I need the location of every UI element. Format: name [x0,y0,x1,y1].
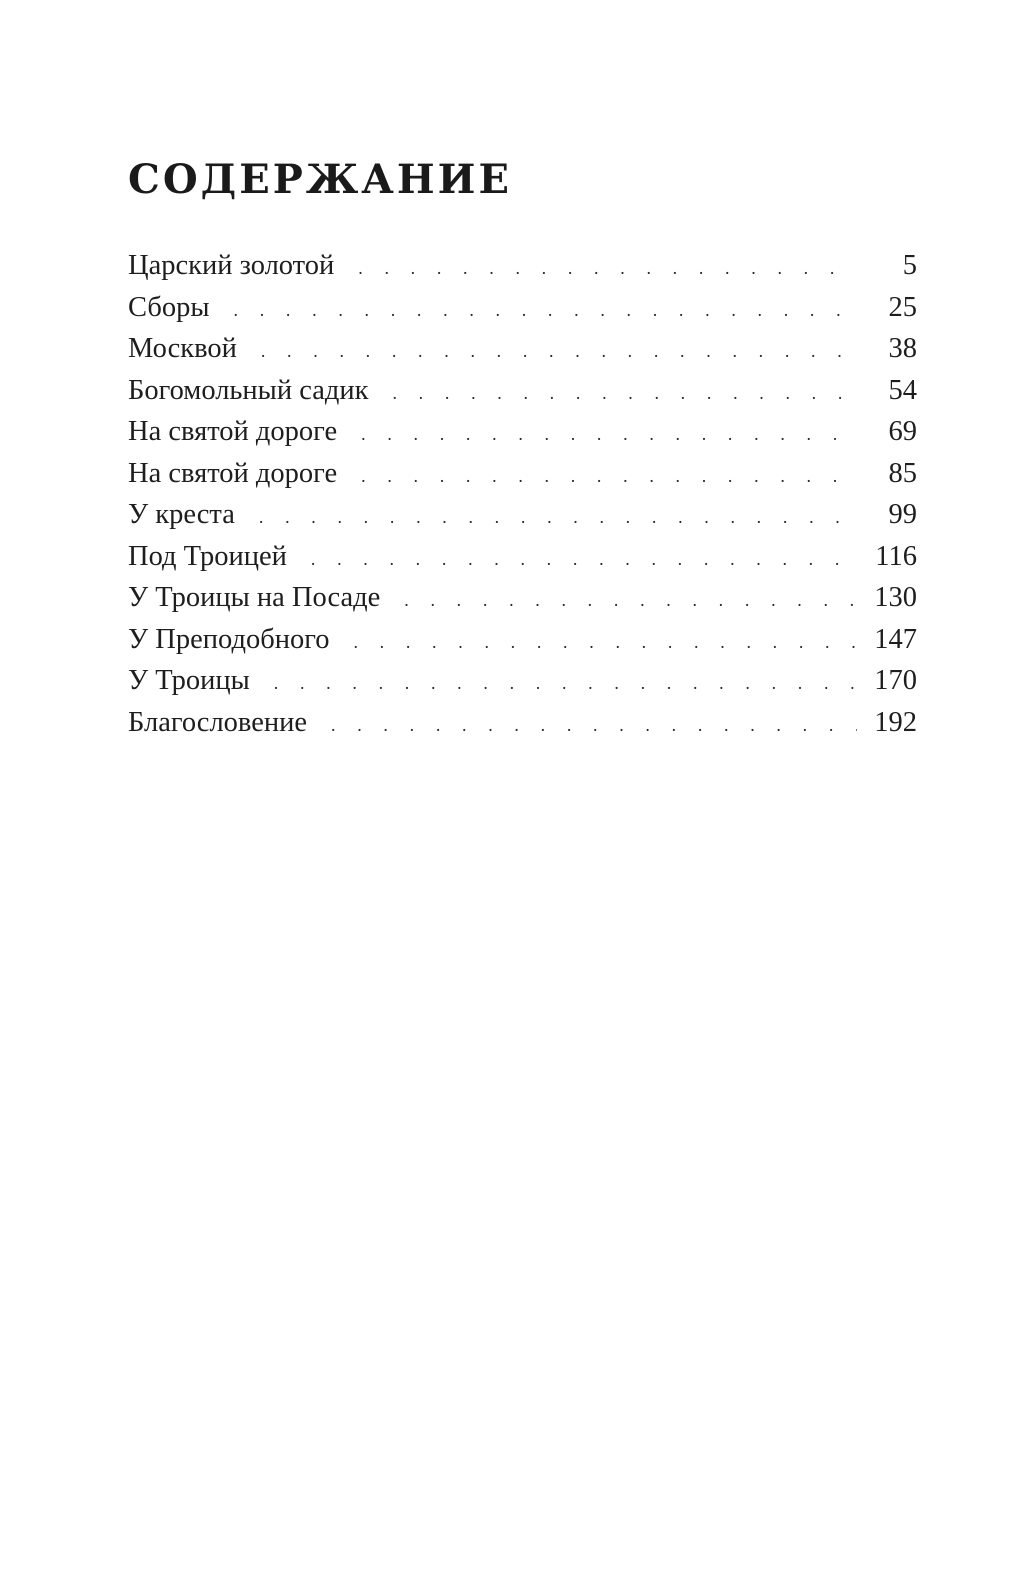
toc-entry-page: 25 [888,291,917,323]
toc-entry-page: 38 [888,333,917,364]
dot-leader [392,373,857,415]
dot-leader [358,248,857,290]
toc-entry [128,245,917,287]
toc-entry [128,660,917,702]
toc-entry [128,577,917,619]
toc-entry-title: У Троицы [128,665,250,696]
table-of-contents [128,245,917,743]
dot-leader [404,580,857,622]
toc-entry-page: 54 [888,374,917,406]
toc-entry-page: 85 [888,457,917,489]
toc-entry-title: У Троицы на Посаде [128,582,381,613]
dot-leader [234,290,857,332]
toc-entry-page: 130 [874,582,917,613]
dot-leader [261,331,857,373]
toc-entry-page: 69 [888,416,917,447]
toc-entry [128,536,917,578]
toc-entry [128,453,917,495]
dot-leader [353,622,857,664]
dot-leader [361,456,857,498]
toc-entry-title: Богомольный садик [128,374,369,406]
dot-leader [331,705,857,747]
toc-entry-title: Благословение [128,706,308,738]
toc-entry-title: Сборы [128,291,210,323]
dot-leader [274,663,857,705]
toc-entry [128,370,917,412]
toc-entry [128,702,917,744]
toc-entry-page: 116 [875,540,917,572]
toc-entry [128,328,917,370]
toc-entry-title: Под Троицей [128,540,287,572]
toc-entry-title: У креста [128,499,235,530]
toc-entry [128,411,917,453]
dot-leader [361,414,857,456]
toc-entry-title: Царский золотой [128,250,335,281]
page-title: СОДЕРЖАНИЕ [128,156,512,203]
toc-entry-page: 99 [888,499,917,530]
toc-entry-page: 147 [874,623,917,655]
toc-entry-title: На святой дороге [128,457,338,489]
toc-entry-title: Москвой [128,333,237,364]
toc-entry-page: 170 [874,665,917,696]
toc-entry-page: 5 [902,250,917,281]
toc-entry-title: На святой дороге [128,416,338,447]
toc-entry [128,287,917,329]
toc-entry-title: У Преподобного [128,623,330,655]
toc-entry [128,494,917,536]
dot-leader [259,497,857,539]
toc-entry-page: 192 [874,706,917,738]
dot-leader [311,539,857,581]
toc-entry [128,619,917,661]
